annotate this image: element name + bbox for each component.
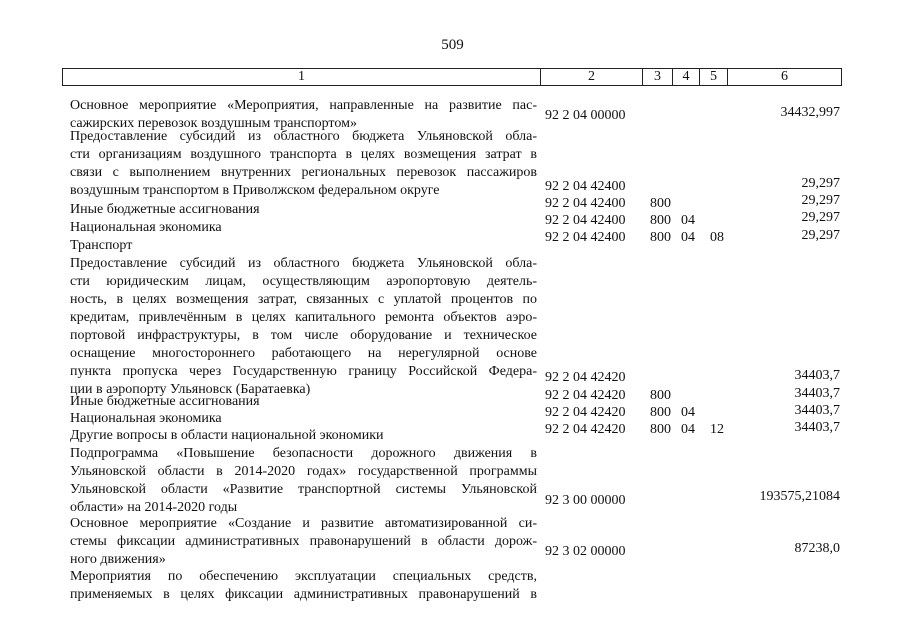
description-line: портовой инфраструктуры, в том числе оборудование и техническое xyxy=(70,328,537,343)
row-code: 92 2 04 42420 xyxy=(545,405,626,420)
description-line: Национальная экономика xyxy=(70,411,222,426)
description-line: ции в аэропорту Ульяновск (Баратаевка) xyxy=(70,382,311,397)
row-col3: 800 xyxy=(650,388,671,403)
row-col3: 800 xyxy=(650,213,671,228)
row-col3: 800 xyxy=(650,196,671,211)
row-value: 34403,7 xyxy=(794,420,840,435)
description-line: области» на 2014-2020 годы xyxy=(70,500,238,515)
description-line: ного движения» xyxy=(70,552,166,567)
description-line: сажирских перевозок воздушным транспортом» xyxy=(70,116,357,131)
description-line: Мероприятия по обеспечению эксплуатации специальных средств, xyxy=(70,569,537,584)
description-line: воздушным транспортом в Приволжском федеральном округе xyxy=(70,183,440,198)
row-value: 34403,7 xyxy=(794,368,840,383)
row-col4: 04 xyxy=(681,405,695,420)
row-code: 92 3 02 00000 xyxy=(545,544,626,559)
row-value: 193575,21084 xyxy=(759,489,840,504)
row-description xyxy=(70,427,537,445)
row-description xyxy=(70,515,537,569)
row-code: 92 2 04 42420 xyxy=(545,422,626,437)
description-line: Предоставление субсидий из областного бюджета Ульяновской обла- xyxy=(70,129,537,144)
row-value: 29,297 xyxy=(801,193,840,208)
description-line: ность, в целях возмещения затрат, связанных с уплатой процентов по xyxy=(70,292,537,307)
description-line: сти организациям воздушного транспорта в целях возмещения затрат в xyxy=(70,147,537,162)
description-line: Транспорт xyxy=(70,238,133,253)
row-code: 92 2 04 42400 xyxy=(545,213,626,228)
description-line: Другие вопросы в области национальной экономики xyxy=(70,428,384,443)
row-description xyxy=(70,128,537,200)
row-code: 92 2 04 42400 xyxy=(545,196,626,211)
header-col-3: 3 xyxy=(643,69,673,85)
description-line: применяемых в целях фиксации административных правонарушений в xyxy=(70,587,537,602)
row-value: 87238,0 xyxy=(794,541,840,556)
description-line: Основное мероприятие «Мероприятия, направленные на развитие пас- xyxy=(70,98,537,113)
row-description xyxy=(70,201,537,219)
row-col4: 04 xyxy=(681,422,695,437)
description-line: Предоставление субсидий из областного бюджета Ульяновской обла- xyxy=(70,256,537,271)
header-col-1: 1 xyxy=(63,69,541,85)
description-line: Иные бюджетные ассигнования xyxy=(70,394,260,409)
row-code: 92 2 04 42400 xyxy=(545,179,626,194)
description-line: оснащение многостороннего работающего на нерегулярной основе xyxy=(70,346,537,361)
row-code: 92 2 04 42420 xyxy=(545,370,626,385)
table-header xyxy=(62,68,842,86)
row-code: 92 3 00 00000 xyxy=(545,493,626,508)
row-col3: 800 xyxy=(650,230,671,245)
row-code: 92 2 04 42400 xyxy=(545,230,626,245)
description-line: сти юридическим лицам, осуществляющим аэропортовую деятель- xyxy=(70,274,537,289)
row-value: 29,297 xyxy=(801,176,840,191)
row-description xyxy=(70,568,537,604)
row-value: 34432,997 xyxy=(780,105,840,120)
row-col4: 04 xyxy=(681,213,695,228)
row-description xyxy=(70,410,537,428)
description-line: стемы фиксации административных правонарушений в области дорож- xyxy=(70,534,537,549)
header-col-5: 5 xyxy=(700,69,728,85)
row-col3: 800 xyxy=(650,422,671,437)
description-line: кредитам, привлечённым в целях капитального ремонта объектов аэро- xyxy=(70,310,537,325)
row-col4: 04 xyxy=(681,230,695,245)
description-line: Ульяновской области «Развитие транспортной системы Ульяновской xyxy=(70,482,537,497)
row-code: 92 2 04 42420 xyxy=(545,388,626,403)
row-description xyxy=(70,393,537,411)
row-code: 92 2 04 00000 xyxy=(545,108,626,123)
description-line: Иные бюджетные ассигнования xyxy=(70,202,260,217)
row-col5: 08 xyxy=(710,230,724,245)
row-value: 29,297 xyxy=(801,228,840,243)
row-description xyxy=(70,445,537,517)
row-description xyxy=(70,219,537,237)
row-description xyxy=(70,237,537,255)
description-line: пункта пропуска через Государственную границу Российской Федера- xyxy=(70,364,537,379)
row-col5: 12 xyxy=(710,422,724,437)
description-line: Основное мероприятие «Создание и развитие автоматизированной си- xyxy=(70,516,537,531)
row-col3: 800 xyxy=(650,405,671,420)
header-col-2: 2 xyxy=(541,69,643,85)
header-col-4: 4 xyxy=(673,69,700,85)
description-line: Национальная экономика xyxy=(70,220,222,235)
row-value: 34403,7 xyxy=(794,386,840,401)
description-line: Подпрограмма «Повышение безопасности дорожного движения в xyxy=(70,446,537,461)
row-value: 29,297 xyxy=(801,210,840,225)
row-description xyxy=(70,255,537,399)
row-value: 34403,7 xyxy=(794,403,840,418)
description-line: связи с выполнением внутренних региональных перевозок пассажиров xyxy=(70,165,537,180)
page-number: 509 xyxy=(441,37,464,53)
description-line: Ульяновской области в 2014-2020 годах» государственной программы xyxy=(70,464,537,479)
header-col-6: 6 xyxy=(781,69,788,84)
